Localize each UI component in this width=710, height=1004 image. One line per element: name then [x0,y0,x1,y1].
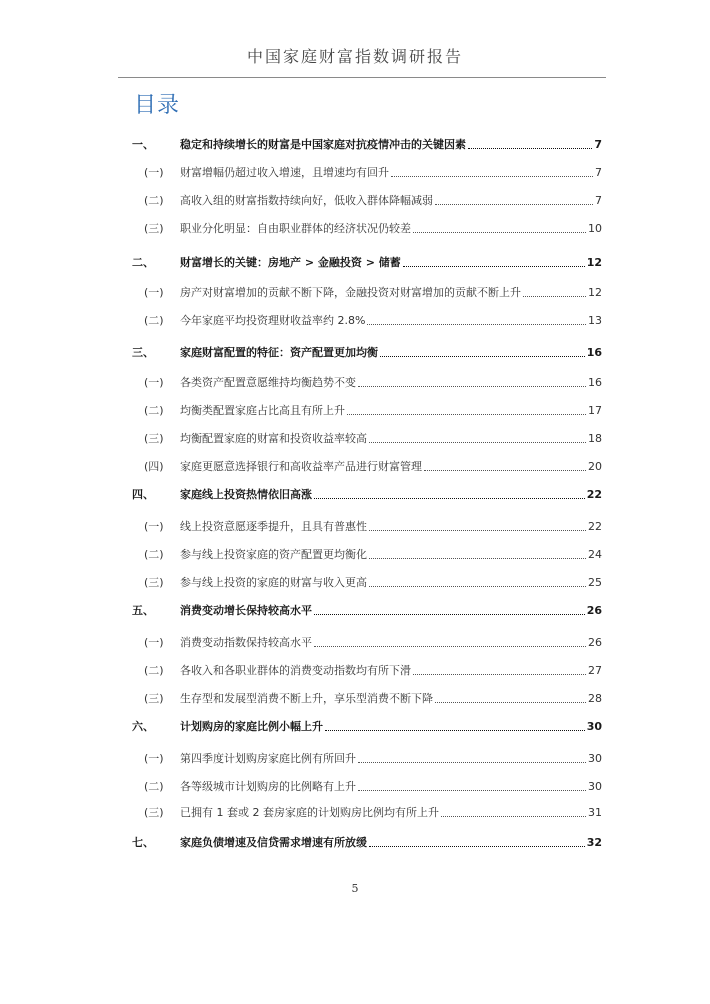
toc-dot-leader [424,470,586,471]
toc-entry-title: 今年家庭平均投资理财收益率约 2.8% [180,314,366,327]
header-divider [118,77,606,78]
toc-entry-page: 30 [586,720,602,733]
toc-dot-leader [369,530,586,531]
toc-entry-page: 7 [594,138,602,151]
toc-entry-number: 五、 [132,604,154,617]
toc-entry-number: (一) [144,286,164,299]
toc-entry-page: 32 [586,836,602,849]
toc-entry-page: 12 [588,286,602,299]
toc-dot-leader [369,442,586,443]
toc-section-entry[interactable] [132,690,602,706]
toc-entry-title: 各收入和各职业群体的消费变动指数均有所下滑 [180,664,411,677]
toc-entry-title: 计划购房的家庭比例小幅上升 [180,720,323,733]
toc-entry-title: 稳定和持续增长的财富是中国家庭对抗疫情冲击的关键因素 [180,138,466,151]
toc-entry-page: 30 [588,780,602,793]
toc-entry-number: 四、 [132,488,154,501]
toc-entry-page: 13 [588,314,602,327]
toc-dot-leader [367,324,586,325]
toc-entry-page: 26 [588,636,602,649]
toc-entry-title: 家庭财富配置的特征：资产配置更加均衡 [180,346,378,359]
toc-entry-number: (一) [144,752,164,765]
toc-entry-title: 参与线上投资家庭的资产配置更均衡化 [180,548,367,561]
toc-section-entry[interactable] [132,402,602,418]
toc-entry-number: (二) [144,194,164,207]
toc-entry-number: 七、 [132,836,154,849]
toc-section-entry[interactable] [132,220,602,236]
toc-section-entry[interactable] [132,662,602,678]
toc-entry-number: (二) [144,548,164,561]
toc-entry-page: 22 [588,520,602,533]
toc-entry-number: (二) [144,404,164,417]
toc-section-entry[interactable] [132,574,602,590]
toc-entry-number: (三) [144,806,164,819]
toc-dot-leader [435,204,593,205]
toc-entry-number: (一) [144,520,164,533]
toc-entry-number: (二) [144,780,164,793]
toc-entry-page: 10 [588,222,602,235]
toc-dot-leader [358,790,586,791]
toc-dot-leader [347,414,586,415]
toc-entry-page: 27 [588,664,602,677]
toc-entry-title: 均衡配置家庭的财富和投资收益率较高 [180,432,367,445]
toc-entry-number: 三、 [132,346,154,359]
toc-chapter-entry[interactable] [132,136,602,152]
toc-entry-page: 24 [588,548,602,561]
toc-dot-leader [403,266,585,267]
toc-section-entry[interactable] [132,634,602,650]
toc-entry-title: 参与线上投资的家庭的财富与收入更高 [180,576,367,589]
toc-entry-number: (三) [144,432,164,445]
toc-dot-leader [523,296,586,297]
toc-dot-leader [369,586,586,587]
toc-entry-title: 财富增幅仍超过收入增速，且增速均有回升 [180,166,389,179]
toc-entry-title: 高收入组的财富指数持续向好，低收入群体降幅减弱 [180,194,433,207]
toc-dot-leader [369,846,585,847]
toc-dot-leader [358,386,586,387]
toc-entry-title: 财富增长的关键：房地产 > 金融投资 > 储蓄 [180,256,401,269]
toc-dot-leader [369,558,586,559]
toc-dot-leader [380,356,585,357]
toc-entry-title: 消费变动指数保持较高水平 [180,636,312,649]
toc-dot-leader [441,816,586,817]
toc-dot-leader [435,702,586,703]
toc-dot-leader [391,176,593,177]
toc-entry-page: 16 [586,346,602,359]
toc-entry-page: 18 [588,432,602,445]
toc-entry-number: (三) [144,222,164,235]
toc-section-entry[interactable] [132,374,602,390]
toc-entry-title: 生存型和发展型消费不断上升，享乐型消费不断下降 [180,692,433,705]
toc-entry-number: (二) [144,664,164,677]
toc-section-entry[interactable] [132,750,602,766]
toc-entry-title: 职业分化明显：自由职业群体的经济状况仍较差 [180,222,411,235]
toc-entry-number: (三) [144,576,164,589]
toc-entry-number: 二、 [132,256,154,269]
toc-entry-title: 家庭负债增速及信贷需求增速有所放缓 [180,836,367,849]
toc-entry-page: 16 [588,376,602,389]
page-header-title: 中国家庭财富指数调研报告 [246,47,463,66]
toc-section-entry[interactable] [132,778,602,794]
toc-dot-leader [468,148,592,149]
toc-chapter-entry[interactable] [132,834,602,850]
toc-entry-title: 各类资产配置意愿维持均衡趋势不变 [180,376,356,389]
toc-dot-leader [358,762,586,763]
toc-section-entry[interactable] [132,164,602,180]
toc-entry-page: 22 [586,488,602,501]
toc-dot-leader [413,674,586,675]
toc-entry-number: (二) [144,314,164,327]
toc-entry-number: (一) [144,376,164,389]
toc-section-entry[interactable] [132,192,602,208]
toc-section-entry[interactable] [132,284,602,300]
toc-entry-page: 28 [588,692,602,705]
toc-dot-leader [413,232,586,233]
toc-dot-leader [314,646,586,647]
toc-section-entry[interactable] [132,458,602,474]
toc-entry-page: 20 [588,460,602,473]
toc-entry-page: 30 [588,752,602,765]
toc-entry-number: (四) [144,460,164,473]
toc-dot-leader [314,498,585,499]
toc-entry-number: (一) [144,166,164,179]
toc-title: 目录 [134,93,181,118]
toc-entry-title: 第四季度计划购房家庭比例有所回升 [180,752,356,765]
toc-entry-number: 一、 [132,138,154,151]
toc-section-entry[interactable] [132,312,602,328]
toc-entry-title: 房产对财富增加的贡献不断下降，金融投资对财富增加的贡献不断上升 [180,286,521,299]
toc-chapter-entry[interactable] [132,718,602,734]
toc-entry-title: 家庭更愿意选择银行和高收益率产品进行财富管理 [180,460,422,473]
toc-entry-title: 均衡类配置家庭占比高且有所上升 [180,404,345,417]
toc-chapter-entry[interactable] [132,486,602,502]
toc-dot-leader [325,730,585,731]
toc-section-entry[interactable] [132,546,602,562]
toc-entry-title: 家庭线上投资热情依旧高涨 [180,488,312,501]
toc-entry-title: 已拥有 1 套或 2 套房家庭的计划购房比例均有所上升 [180,806,439,819]
toc-entry-page: 26 [586,604,602,617]
toc-entry-title: 线上投资意愿逐季提升，且具有普惠性 [180,520,367,533]
toc-chapter-entry[interactable] [132,254,602,270]
toc-entry-number: (一) [144,636,164,649]
toc-entry-page: 7 [595,194,602,207]
toc-section-entry[interactable] [132,430,602,446]
toc-dot-leader [314,614,585,615]
toc-entry-page: 12 [586,256,602,269]
toc-entry-title: 各等级城市计划购房的比例略有上升 [180,780,356,793]
toc-entry-number: (三) [144,692,164,705]
toc-entry-page: 17 [588,404,602,417]
toc-section-entry[interactable] [132,518,602,534]
toc-section-entry[interactable] [132,804,602,820]
toc-entry-number: 六、 [132,720,154,733]
toc-chapter-entry[interactable] [132,344,602,360]
toc-entry-page: 31 [588,806,602,819]
toc-entry-title: 消费变动增长保持较高水平 [180,604,312,617]
toc-chapter-entry[interactable] [132,602,602,618]
toc-entry-page: 25 [588,576,602,589]
page-number: 5 [351,882,359,895]
toc-entry-page: 7 [595,166,602,179]
